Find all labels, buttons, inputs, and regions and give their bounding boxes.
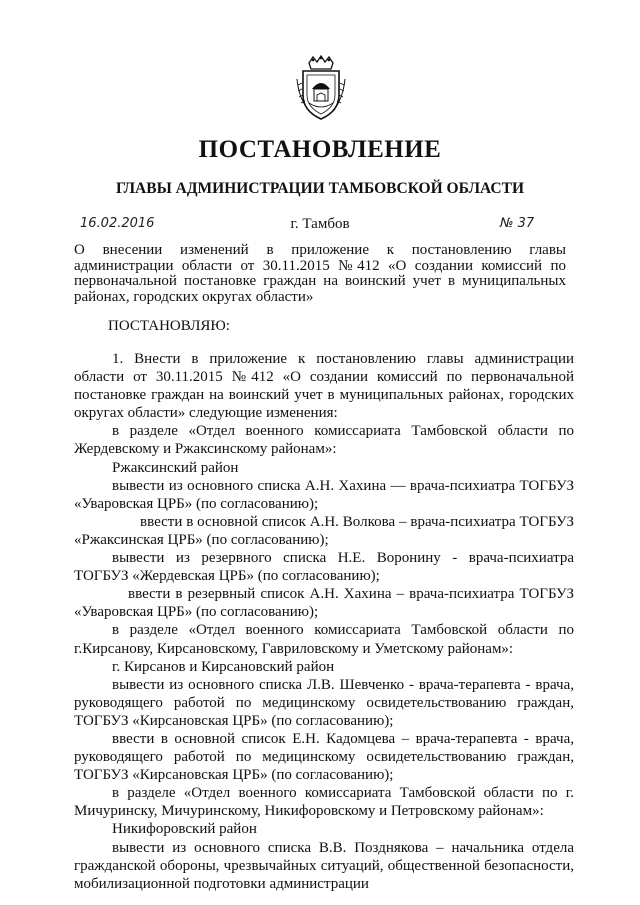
document-subtitle: ГЛАВЫ АДМИНИСТРАЦИИ ТАМБОВСКОЙ ОБЛАСТИ	[115, 180, 525, 197]
paragraph: вывести из резервного списка Н.Е. Воронину - врача-психиатра ТОГБУЗ «Жердевская ЦРБ» (по согласованию);	[74, 550, 574, 585]
handwritten-number: № 37	[500, 216, 535, 231]
document-subject: О внесении изменений в приложение к постановлению главы администрации области от 30.11.2015 №412 «О создании комиссий по первоначальной постановке граждан на воинский учет в муниципальных районах, городских округах области»	[74, 242, 566, 305]
district-heading: Никифоровский район	[112, 821, 257, 838]
paragraph: 1. Внести в приложение к постановлению главы администрации области от 30.11.2015 №412 «О создании комиссий по первоначальной постановке граждан на воинский учет в муниципальных районах, городских округах области» следующие изменения:	[74, 351, 574, 422]
district-heading: Ржаксинский район	[112, 459, 239, 476]
paragraph: вывести из основного списка Л.В. Шевченко - врача-терапевта - врача, руководящего работой по медицинскому освидетельствованию граждан, ТОГБУЗ «Кирсановская ЦРБ» (по согласованию);	[74, 676, 574, 729]
paragraph: в разделе «Отдел военного комиссариата Тамбовской области по Жердевскому и Ржаксинскому районам»:	[74, 423, 574, 458]
document-title: ПОСТАНОВЛЕНИЕ	[198, 136, 442, 163]
handwritten-date: 16.02.2016	[80, 216, 155, 231]
resolve-heading: ПОСТАНОВЛЯЮ:	[108, 318, 230, 334]
paragraph: ввести в резервный список А.Н. Хахина – врача-психиатра ТОГБУЗ «Уваровская ЦРБ» (по согласованию);	[74, 586, 574, 621]
paragraph: в разделе «Отдел военного комиссариата Тамбовской области по г.Кирсанову, Кирсановскому, Гавриловскому и Уметскому районам»:	[74, 622, 574, 657]
paragraph: вывести из основного списка А.Н. Хахина — врача-психиатра ТОГБУЗ «Уваровская ЦРБ» (по согласованию);	[74, 477, 574, 512]
paragraph: ввести в основной список А.Н. Волкова – врача-психиатра ТОГБУЗ «Ржаксинская ЦРБ» (по согласованию);	[74, 513, 574, 548]
district-heading: г. Кирсанов и Кирсановский район	[112, 658, 335, 675]
document-body	[74, 350, 574, 893]
paragraph: в разделе «Отдел военного комиссариата Тамбовской области по г. Мичуринску, Мичуринскому, Никифоровскому и Петровскому районам»:	[74, 785, 574, 820]
coat-of-arms-emblem	[295, 55, 347, 121]
paragraph: вывести из основного списка В.В. Позднякова – начальника отдела гражданской обороны, чрезвычайных ситуаций, общественной безопасности, мобилизационной подготовки администрации	[74, 839, 574, 892]
city: г. Тамбов	[290, 216, 350, 232]
paragraph: ввести в основной список Е.Н. Кадомцева – врача-терапевта - врача, руководящего работой по медицинскому освидетельствованию граждан, ТОГБУЗ «Кирсановская ЦРБ» (по согласованию);	[74, 730, 574, 784]
